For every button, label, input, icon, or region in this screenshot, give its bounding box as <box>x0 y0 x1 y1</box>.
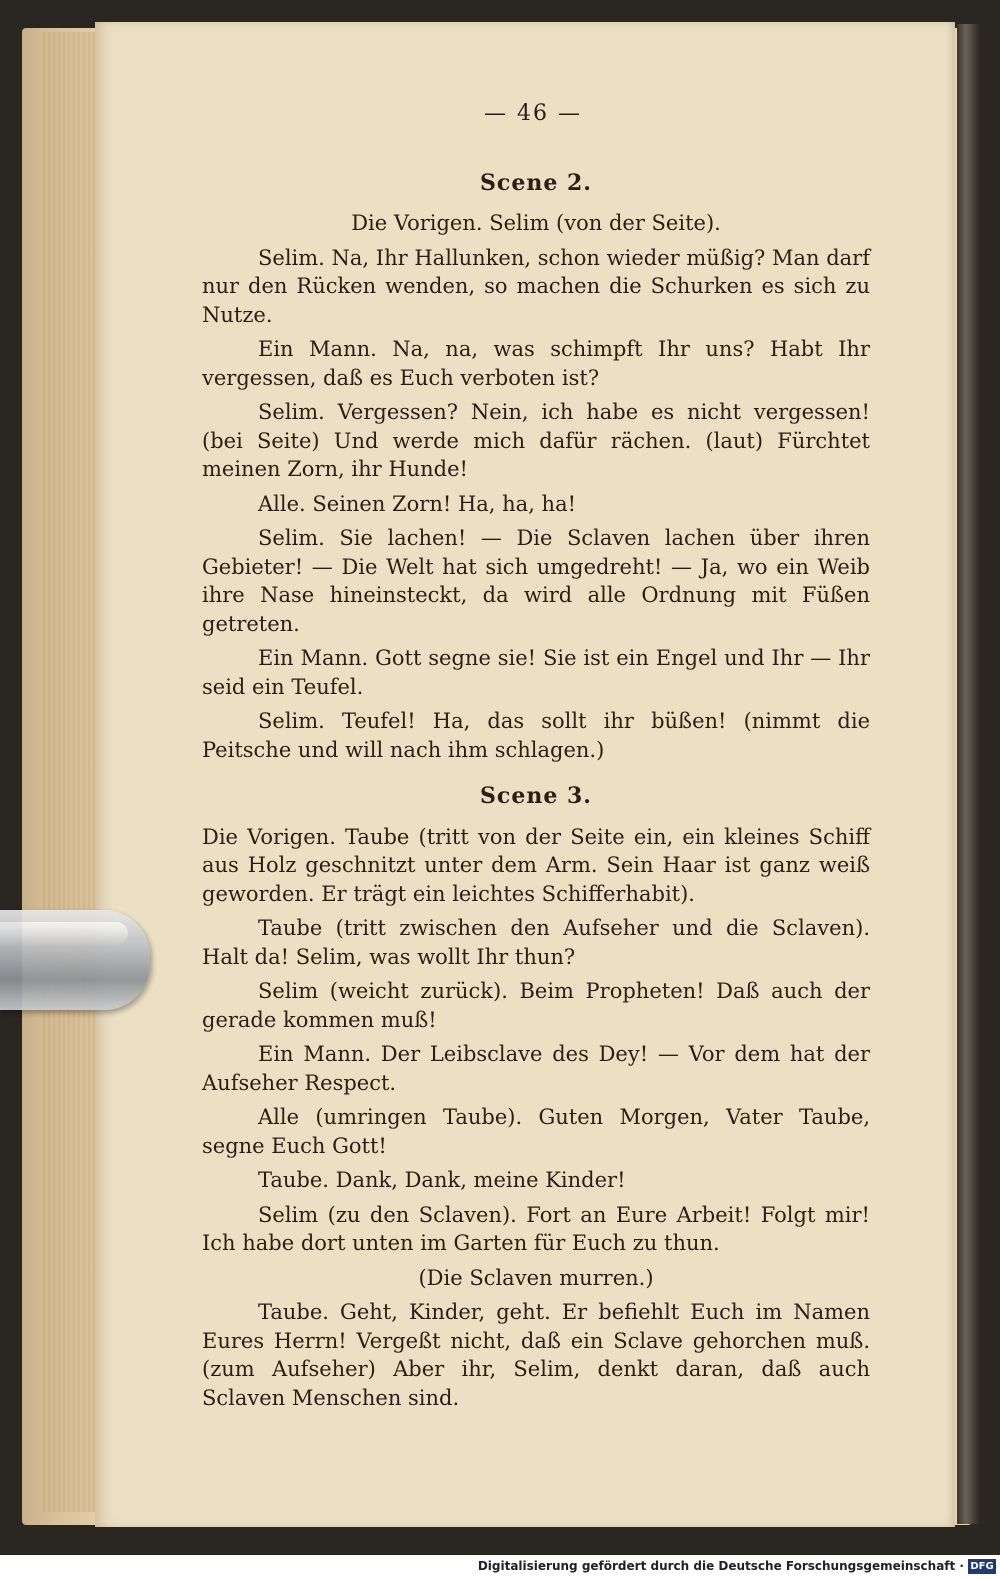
page-number: — 46 — <box>484 101 582 126</box>
dialogue-paragraph: Selim. Sie lachen! — Die Sclaven lachen über ihren Gebieter! — Die Welt hat sich umgedreht! — Ja, wo ein Weib ihre Nase hineinsteckt, da wird alle Ordnung mit Füßen getreten. <box>202 526 870 636</box>
dialogue-paragraph: Taube. Geht, Kinder, geht. Er befiehlt Euch im Namen Eures Herrn! Vergeßt nicht, daß ein Sclave gehorchen muß. (zum Aufseher) Aber ihr, Selim, denkt daran, daß auch Sclaven Menschen sind. <box>202 1300 870 1410</box>
scene-3-stage-direction: Die Vorigen. Taube (tritt von der Seite ein, ein kleines Schiff aus Holz geschnitzt unter dem Arm. Sein Haar ist ganz weiß geworden. Er trägt ein leichtes Schifferhabit). <box>202 824 870 906</box>
scene-2-stage-direction: Die Vorigen. Selim (von der Seite). <box>351 211 721 235</box>
dialogue-paragraph: Taube. Dank, Dank, meine Kinder! <box>258 1168 626 1192</box>
scene-2-heading: Scene 2. <box>480 169 592 196</box>
dialogue-paragraph: Ein Mann. Na, na, was schimpft Ihr uns? Habt Ihr vergessen, daß es Euch verboten ist? <box>202 337 870 390</box>
dialogue-paragraph: Selim. Na, Ihr Hallunken, schon wieder müßig? Man darf nur den Rücken wenden, so machen die Schurken es sich zu Nutze. <box>202 245 870 327</box>
page-text <box>202 100 870 1418</box>
dialogue-paragraph: Selim (zu den Sclaven). Fort an Eure Arbeit! Folgt mir! Ich habe dort unten im Garten für Euch zu thun. <box>202 1202 870 1255</box>
dialogue-paragraph: Selim. Teufel! Ha, das sollt ihr büßen! (nimmt die Peitsche und will nach ihm schlagen.) <box>202 709 870 762</box>
dialogue-paragraph: Ein Mann. Der Leibsclave des Dey! — Vor dem hat der Aufseher Respect. <box>202 1042 870 1095</box>
page-clip <box>0 910 150 1010</box>
dialogue-paragraph: Alle (umringen Taube). Guten Morgen, Vater Taube, segne Euch Gott! <box>202 1105 870 1158</box>
dialogue-paragraph: Selim (weicht zurück). Beim Propheten! Daß auch der gerade kommen muß! <box>202 979 870 1032</box>
dfg-logo: DFG <box>968 1559 996 1574</box>
dialogue-paragraph: Alle. Seinen Zorn! Ha, ha, ha! <box>258 491 577 516</box>
dialogue-paragraph: Taube (tritt zwischen den Aufseher und die Sclaven). Halt da! Selim, was wollt Ihr thun? <box>202 916 870 969</box>
funding-credit: Digitalisierung gefördert durch die Deutsche Forschungsgemeinschaft · <box>477 1559 964 1573</box>
footer-bar <box>0 1555 1000 1579</box>
binding-edge <box>957 24 979 1524</box>
dialogue-paragraph: Ein Mann. Gott segne sie! Sie ist ein Engel und Ihr — Ihr seid ein Teufel. <box>202 646 870 699</box>
scene-3-heading: Scene 3. <box>480 783 592 809</box>
dialogue-paragraph: Selim. Vergessen? Nein, ich habe es nicht vergessen! (bei Seite) Und werde mich dafür rächen. (laut) Fürchtet meinen Zorn, ihr Hunde! <box>202 400 870 481</box>
clip-highlight <box>0 922 128 946</box>
stage-direction-murren: (Die Sclaven murren.) <box>418 1265 654 1290</box>
